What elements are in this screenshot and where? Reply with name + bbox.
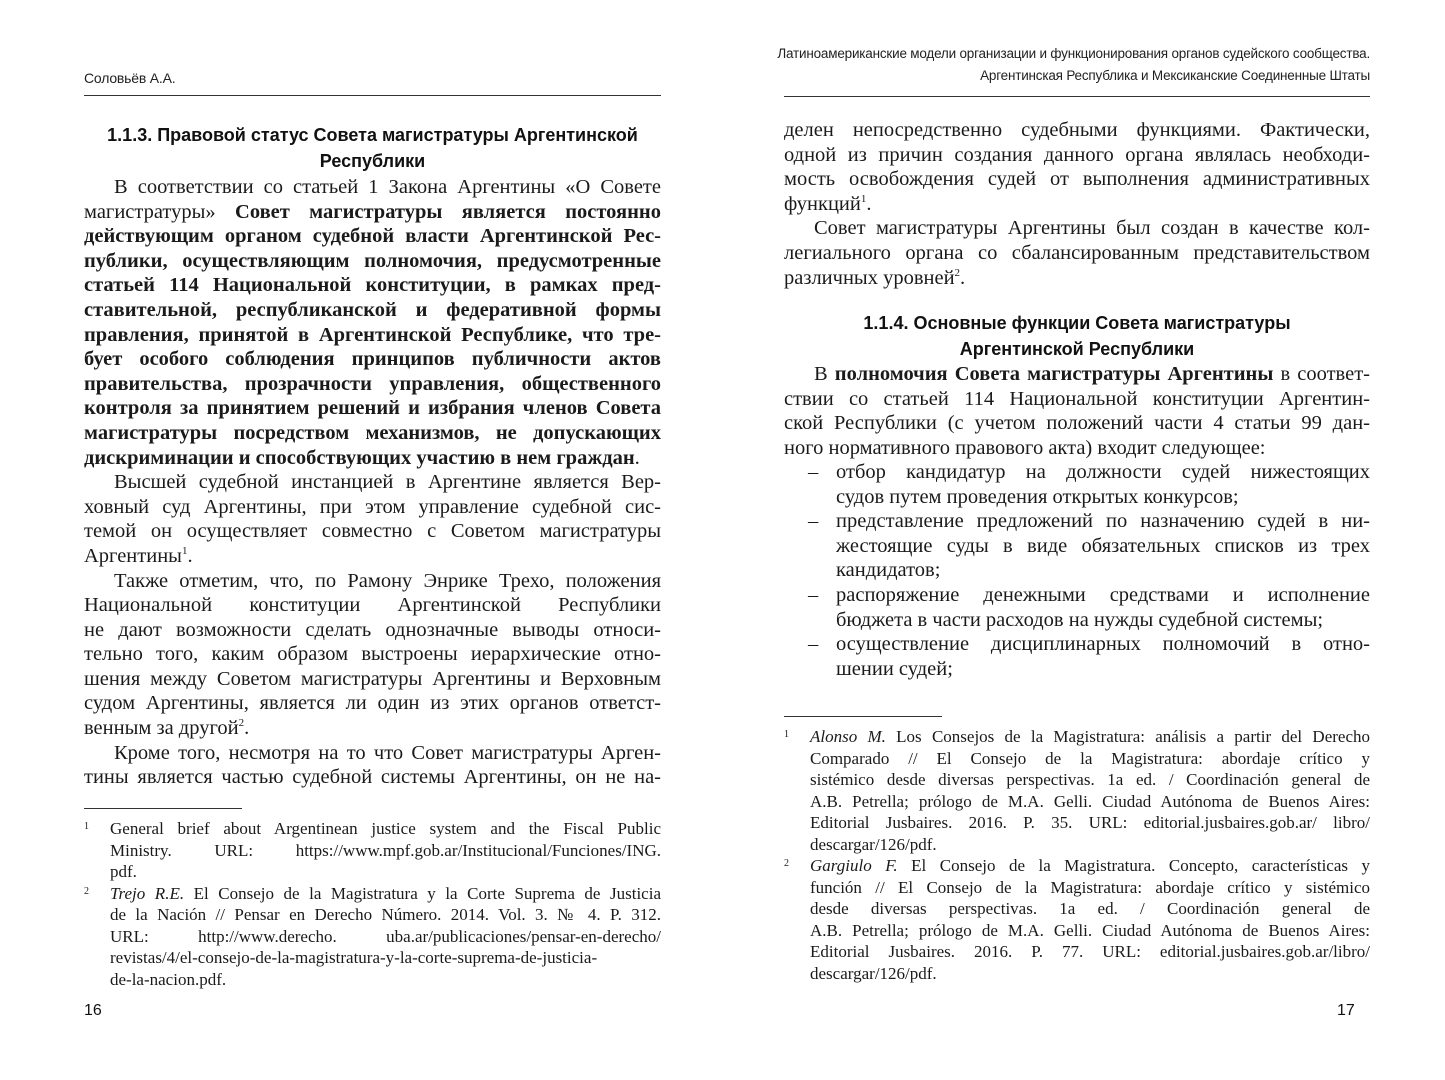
text-span: функций: [784, 192, 861, 215]
text-line: статьей 114 Национальной конституции, в рамках пред-: [84, 274, 661, 297]
dash-bullet-icon: –: [808, 510, 819, 533]
footnote-line: A.B. Petrella; prólogo de M.A. Gelli. Ciudad Autónoma de Buenos Aires:: [810, 791, 1370, 811]
header-rule: [784, 96, 1370, 97]
footnote-ref[interactable]: 1: [181, 544, 188, 557]
footnote-number: 1: [784, 729, 789, 740]
running-head-line: Латиноамериканские модели организации и функционирования органов судейского сообщества.: [777, 46, 1370, 61]
footnotes: [784, 726, 1370, 984]
text-line: одной из причин создания данного органа являлась необходи-: [784, 143, 1370, 166]
footnotes: [84, 818, 661, 990]
text-line: шения между Советом магистратуры Аргентины и Верховным: [84, 667, 661, 690]
text-line: жестоящие суды в виде обязательных списков из трех: [836, 534, 1370, 557]
footnote-author: Trejo R.E.: [110, 883, 185, 903]
list-item: [784, 509, 1370, 583]
text-span: .: [960, 266, 966, 289]
footnote-line: General brief about Argentinean justice system and the Fiscal Public: [110, 819, 661, 838]
footnote-ref[interactable]: 2: [238, 717, 245, 730]
text-line: бюджета в части расходов на нужды судебной системы;: [836, 608, 1324, 631]
text-span: .: [634, 446, 640, 469]
heading-line: 1.1.3. Правовой статус Совета магистратуры Аргентинской: [107, 125, 638, 145]
dash-bullet-icon: –: [808, 633, 819, 656]
text-line: осуществление дисциплинарных полномочий в отно-: [836, 633, 1370, 656]
right-page: [722, 0, 1445, 1080]
footnote-rule: [84, 808, 242, 809]
page-number: 16: [84, 1002, 102, 1019]
text-line: правления, принятой в Аргентинской Республике, что тре-: [84, 323, 661, 346]
text-line: ствии со статьей 114 Национальной конституции Аргентин-: [784, 387, 1370, 410]
footnote-line: función // El Consejo de la Magistratura: abordaje crítico y sistémico: [810, 877, 1370, 897]
text-line: [84, 544, 661, 569]
text-line: магистратуры посредством механизмов, не допускающих: [84, 421, 661, 444]
header-rule: [84, 95, 661, 96]
footnote-line: A.B. Petrella; prólogo de M.A. Gelli. Ciudad Autónoma de Buenos Aires:: [810, 920, 1370, 940]
footnote-line: Editorial Jusbaires. 2016. P. 35. URL: editorial.jusbaires.gob.ar/ libro/: [810, 813, 1370, 832]
text-line: Национальной конституции Аргентинской Республики: [84, 594, 661, 617]
text-line: Высшей судебной инстанцией в Аргентине является Вер-: [114, 471, 661, 494]
footnote-line: [110, 883, 661, 905]
left-page: [0, 0, 722, 1080]
list-item: [784, 632, 1370, 681]
footnote-line: Ministry. URL: https://www.mpf.gob.ar/Institucional/Funciones/ING.: [110, 840, 661, 860]
text-line: мость освобождения судей от выполнения административных: [784, 168, 1370, 191]
text-line: отбор кандидатур на должности судей нижестоящих: [836, 461, 1370, 483]
footnote-line: pdf.: [110, 862, 137, 881]
running-head-author: Соловьёв А.А.: [84, 70, 176, 86]
text-line: тельно того, каким образом выстроены иерархические отно-: [84, 643, 661, 666]
text-line: распоряжение денежными средствами и исполнение: [836, 583, 1370, 606]
text-line: правительства, прозрачности управления, общественного: [84, 372, 661, 395]
section-heading-1-1-3: [84, 122, 661, 174]
bold-span: дискриминации и способствующих участию в нем граждан: [84, 446, 635, 469]
list-item: [784, 583, 1370, 632]
text-line: кандидатов;: [836, 559, 941, 582]
text-line: ховный суд Аргентины, при этом управление судебной сис-: [84, 495, 661, 518]
text-line: Также отметим, что, по Рамону Энрике Трехо, положения: [114, 569, 661, 592]
text-line: [784, 362, 1370, 387]
text-line: бует особого соблюдения принципов публичности актов: [84, 348, 661, 371]
text-span: венным за другой: [84, 717, 239, 740]
text-line: В соответствии со статьей 1 Закона Аргентины «О Совете: [114, 176, 661, 198]
text-span: Los Consejos de la Magistratura: análisis a partir del Derecho: [885, 727, 1370, 746]
page-number: 17: [1337, 1002, 1355, 1019]
body-text: [784, 362, 1370, 460]
footnote-ref[interactable]: 1: [860, 192, 867, 205]
bold-span: полномочия Совета магистратуры Аргентины: [834, 363, 1274, 385]
text-line: [84, 446, 661, 471]
text-line: тины является частью судебной системы Аргентины, он не на-: [84, 766, 661, 789]
running-head-line: Аргентинская Республика и Мексиканские Соединенные Штаты: [980, 68, 1370, 83]
functions-list: [784, 460, 1370, 681]
footnote-author: Gargiulo F.: [810, 856, 898, 875]
list-item: [784, 460, 1370, 509]
footnote-1: [784, 726, 1370, 855]
text-line: публики, осуществляющим полномочия, предусмотренные: [84, 249, 661, 272]
footnote-number: 1: [84, 821, 89, 832]
text-span: В: [814, 363, 835, 385]
body-text: [84, 175, 661, 790]
heading-line: Республики: [319, 151, 426, 171]
text-line: Кроме того, несмотря на то что Совет магистратуры Арген-: [114, 741, 661, 764]
text-line: ской Республики (с учетом положений части 4 статьи 99 дан-: [784, 412, 1370, 435]
text-line: ного нормативного правового акта) входит следующее:: [784, 436, 1266, 459]
body-text-continued: [784, 118, 1370, 290]
text-span: .: [866, 192, 872, 215]
dash-bullet-icon: –: [808, 461, 819, 483]
text-span: различных уровней: [784, 266, 955, 289]
text-line: контроля за принятием решений и избрания членов Совета: [84, 397, 661, 420]
text-line: судов путем проведения открытых конкурсов;: [836, 485, 1239, 508]
text-line: шении судей;: [836, 657, 953, 680]
footnote-line: descargar/126/pdf.: [810, 834, 937, 854]
text-span: в соответ-: [1273, 363, 1370, 385]
footnote-line: sistémico desde diversas perspectivas. 1a ed. / Coordinación general de: [810, 770, 1370, 789]
footnote-line: de-la-nacion.pdf.: [110, 969, 227, 989]
text-span: El Consejo de la Magistratura y la Corte Suprema de Justicia: [184, 883, 661, 903]
text-line: ставительной, республиканской и федеративной формы: [84, 298, 661, 321]
footnote-line: desde diversas perspectivas. 1a ed. / Coordinación general de: [810, 899, 1370, 918]
text-span: магистратуры»: [84, 200, 236, 223]
footnote-2: [784, 855, 1370, 984]
footnote-line: de la Nación // Pensar en Derecho Número. 2014. Vol. 3. № 4. P. 312.: [110, 905, 661, 924]
text-line: представление предложений по назначению судей в ни-: [836, 510, 1370, 533]
footnote-line: Comparado // El Consejo de la Magistratura: abordaje crítico y: [810, 748, 1370, 768]
heading-line: 1.1.4. Основные функции Совета магистратуры: [863, 313, 1291, 333]
text-line: [784, 192, 1370, 217]
bold-span: Совет магистратуры является постоянно: [235, 200, 661, 223]
running-head-title: [777, 43, 1370, 87]
footnote-line: [810, 726, 1370, 748]
footnote-line: revistas/4/el-consejo-de-la-magistratura-y-la-corte-suprema-de-justicia-: [110, 948, 598, 967]
footnote-line: descargar/126/pdf.: [810, 963, 937, 983]
text-line: делен непосредственно судебными функциями. Фактически,: [784, 119, 1370, 141]
text-span: .: [244, 717, 250, 740]
text-span: El Consejo de la Magistratura. Concepto, características y: [897, 856, 1371, 875]
text-line: темой он осуществляет совместно с Советом магистратуры: [84, 520, 661, 543]
footnote-rule: [784, 716, 942, 717]
footnote-number: 2: [84, 885, 89, 897]
text-line: судом Аргентины, является ли один из этих органов ответст-: [84, 692, 661, 715]
text-line: [784, 266, 1370, 291]
text-line: [84, 200, 661, 225]
footnote-ref[interactable]: 2: [954, 266, 961, 279]
section-heading-1-1-4: [784, 310, 1370, 362]
footnote-2: [84, 883, 661, 991]
text-line: действующим органом судебной власти Аргентинской Рес-: [84, 225, 661, 248]
footnote-1: [84, 818, 661, 883]
text-line: не дают возможности сделать однозначные выводы относи-: [84, 618, 661, 641]
dash-bullet-icon: –: [808, 583, 819, 606]
heading-line: Аргентинской Республики: [959, 339, 1195, 359]
text-line: [84, 716, 661, 741]
footnote-author: Alonso M.: [810, 727, 886, 746]
footnote-line: [810, 855, 1370, 877]
footnote-number: 2: [784, 858, 789, 869]
text-span: .: [187, 544, 193, 567]
footnote-line: Editorial Jusbaires. 2016. P. 77. URL: editorial.jusbaires.gob.ar/libro/: [810, 942, 1370, 961]
text-line: Совет магистратуры Аргентины был создан в качестве кол-: [814, 217, 1370, 240]
footnote-line: URL: http://www.derecho. uba.ar/publicaciones/pensar-en-derecho/: [110, 926, 661, 946]
text-line: легиального органа со сбалансированным представительством: [784, 241, 1370, 264]
text-span: Аргентины: [84, 544, 182, 567]
